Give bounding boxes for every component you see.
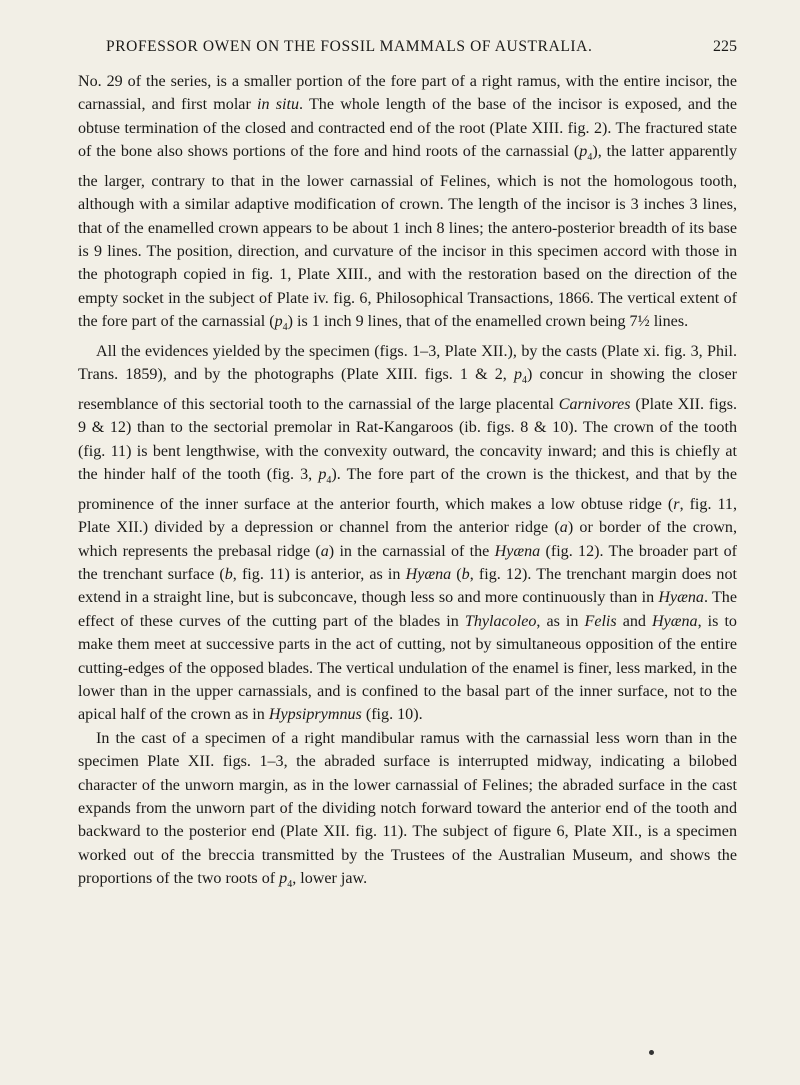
text-run: (Plate XII. figs. 9 & 12) than to the sectorial premolar in Rat-Kangaroos (ib. figs. 8 & 10). The crown of the tooth (fig. 11) is bent lengthwise, with the convexity outward, the concavity inward; and this is chiefly at the hinder half of the tooth (fig. 3,: [78, 395, 738, 484]
paragraph: [78, 70, 737, 340]
paragraph: [78, 727, 737, 897]
italic-run: Felis: [584, 612, 617, 630]
text-run: All the evidences yielded by the specimen (figs. 1–3, Plate XII.), by the casts (Plate xi. fig. 3, Phil. Trans. 1859), and by the photographs (Plate XIII. figs. 1 & 2,: [78, 342, 737, 384]
italic-run: in situ: [257, 96, 300, 114]
italic-run: b: [224, 566, 233, 583]
italic-run: Hyæna: [405, 566, 452, 583]
text-run: . The whole length of the base of the incisor is exposed, and the obtuse termination of the closed and contracted end of the root (Plate XIII. fig. 2). The fractured state of the bone also shows portions of the fore and hind roots of the carnassial (: [78, 96, 738, 161]
subscript: 4: [522, 375, 527, 387]
italic-run: p: [579, 143, 588, 161]
text-run: ) in the carnassial of the: [328, 542, 495, 560]
subscript: 4: [287, 879, 293, 891]
text-run: , fig. 11) is anterior, as in: [232, 566, 406, 583]
text-run: , as in: [536, 612, 585, 630]
text-run: In the cast of a specimen of a right mandibular ramus with the carnassial less worn than in the specimen Plate XII. figs. 1–3, the abraded surface is interrupted midway, indicating a bilobed character of the unworn margin, as in the lower carnassial of Felines; the abraded surface in the cast expands from the unworn part of the dividing notch forward toward the anterior end of the tooth and backward to the posterior end (Plate XII. fig. 11). The subject of figure 6, Plate XII., is a specimen worked out of the breccia transmitted by the Trustees of the Australian Museum, and shows the proportions of the two roots of: [78, 729, 737, 888]
italic-run: p: [274, 313, 283, 331]
italic-run: Thylacoleo: [464, 612, 537, 630]
text-run: and: [616, 612, 653, 630]
text-run: , fig. 11, Plate XII.) divided by a depression or channel from the anterior ridge (: [78, 495, 737, 537]
text-run: (fig. 12). The broader part of the trenchant surface (: [78, 542, 737, 583]
text-run: , is to make them meet at successive parts in the act of cutting, not by simultaneous opposition of the entire cutting-edges of the opposed blades. The vertical undulation of the enamel is finer, less marked, in the lower than in the upper carnassials, and is confined to the basal part of the inner surface, not to the apical half of the crown as in: [78, 612, 737, 724]
italic-run: a: [559, 519, 568, 537]
subscript: 4: [282, 322, 288, 334]
running-header: [106, 38, 737, 56]
text-run: ) or border of the crown, which represents the prebasal ridge (: [78, 519, 737, 560]
italic-run: Carnivores: [558, 395, 631, 413]
italic-run: p: [318, 466, 327, 484]
text-run: (fig. 10).: [361, 706, 423, 724]
body-text: [78, 70, 737, 897]
running-title: PROFESSOR OWEN ON THE FOSSIL MAMMALS OF AUSTRALIA.: [106, 38, 593, 55]
text-run: ). The fore part of the crown is the thickest, and that by the prominence of the inner surface at the anterior fourth, which makes a low obtuse ridge (: [78, 466, 737, 513]
italic-run: p: [279, 870, 288, 888]
italic-run: b: [461, 566, 470, 583]
italic-run: a: [320, 542, 329, 560]
text-run: , fig. 12). The trenchant margin does not extend in a straight line, but is subconcave, though less so and more continuously than in: [78, 566, 737, 607]
page-number: 225: [713, 38, 737, 55]
text-run: ) concur in showing the closer resemblance of this sectorial tooth to the carnassial of the large placental: [78, 366, 737, 413]
text-run: , lower jaw.: [292, 870, 368, 888]
italic-run: Hyæna: [658, 589, 704, 607]
printer-mark: [649, 1050, 654, 1055]
text-run: ), the latter apparently the larger, contrary to that in the lower carnassial of Felines, which is not the homologous tooth, although with a similar adaptive modification of crown. The length of the incisor is 3 inches 3 lines, that of the enamelled crown appears to be about 1 inch 8 lines; the antero-posterior breadth of its base is 9 lines. The position, direction, and curvature of the incisor in this specimen accord with those in the photograph copied in fig. 1, Plate XIII., and with the restoration based on the direction of the empty socket in the subject of Plate iv. fig. 6, Philosophical Transactions, 1866. The vertical extent of the fore part of the carnassial (: [78, 143, 737, 331]
text-run: ) is 1 inch 9 lines, that of the enamelled crown being 7½ lines.: [287, 313, 689, 331]
italic-run: p: [513, 366, 522, 384]
italic-run: Hyæna: [494, 542, 541, 560]
text-run: No. 29 of the series, is a smaller portion of the fore part of a right ramus, with the entire incisor, the carnassial, and first molar: [78, 73, 737, 114]
italic-run: Hyæna: [652, 612, 698, 630]
italic-run: Hypsiprymnus: [268, 706, 362, 724]
paragraph: [78, 340, 737, 727]
subscript: 4: [587, 152, 593, 164]
subscript: 4: [326, 475, 332, 487]
text-run: (: [451, 566, 462, 583]
italic-run: r: [673, 495, 680, 513]
text-run: . The effect of these curves of the cutting part of the blades in: [78, 589, 737, 630]
